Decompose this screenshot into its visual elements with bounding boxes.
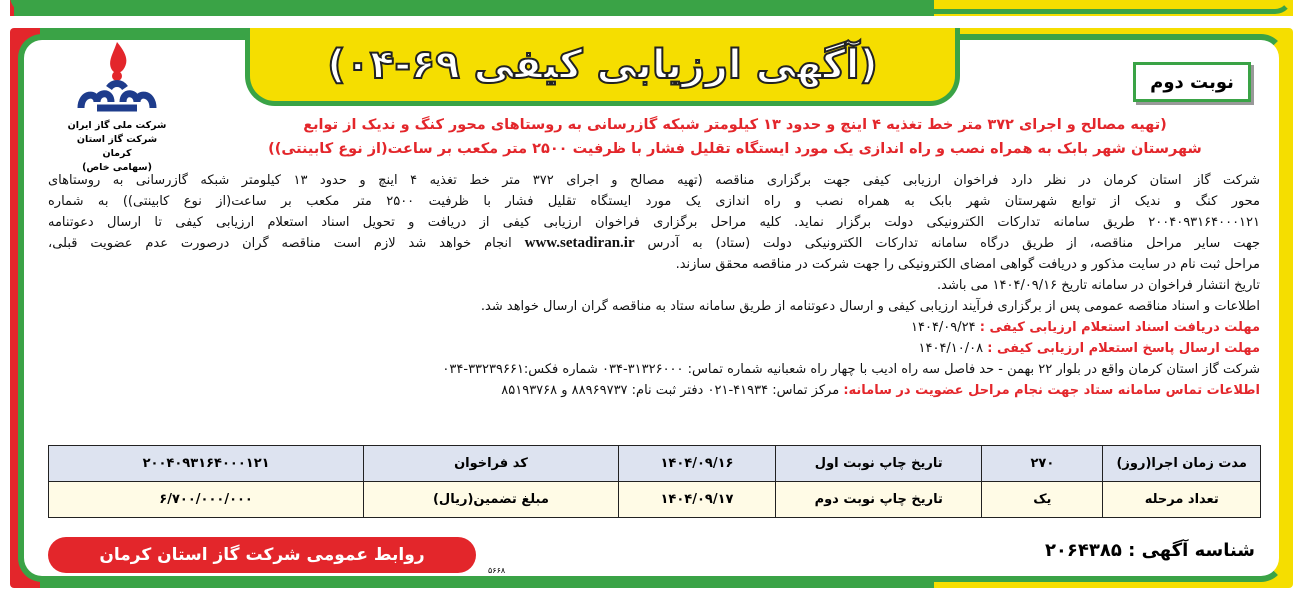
logo-text-2: شرکت گاز استان کرمان (76, 134, 158, 159)
response-deadline (48, 338, 1260, 359)
public-relations-label: روابط عمومی شرکت گاز استان کرمان (48, 537, 476, 573)
table-cell: ۱۴۰۴/۰۹/۱۷ (618, 482, 776, 518)
logo-text-3: (سهامی خاص) (82, 162, 152, 173)
contact-line: شرکت گاز استان کرمان واقع در بلوار ۲۲ بهمن - حد فاصل سه راه ادیب با چهار راه شعبانیه شماره تماس: ۳۱۳۲۶۰۰۰-۰۳۴ شماره فکس:۳۳۲۳۹۶۶۱-۰۳۴ (442, 362, 1260, 377)
setadiran-link[interactable]: www.setadiran.ir (524, 235, 635, 251)
body-text: جهت سایر مراحل مناقصه، از طریق درگاه سامانه تدارکات الکترونیکی دولت (ستاد) به آدرس (647, 236, 1261, 251)
flame-logo-icon (67, 40, 167, 115)
deadline-label: مهلت دریافت اسناد استعلام ارزیابی کیفی : (979, 320, 1260, 335)
setad-contact-value: مرکز تماس: ۴۱۹۳۴-۰۲۱ دفتر ثبت نام: ۸۸۹۶۹۷۳۷ و ۸۵۱۹۳۷۶۸ (501, 383, 840, 398)
table-row (49, 482, 1261, 518)
body-line: تاریخ انتشار فراخوان در سامانه تاریخ ۱۴۰۴/۰۹/۱۶ می باشد. (937, 278, 1260, 293)
table-row (49, 446, 1261, 482)
subtitle-line-2: شهرستان شهر بابک به همراه نصب و راه اندازی یک مورد ایستگاه تقلیل فشار با ظرفیت ۲۵۰۰ متر مکعب بر ساعت(از نوع کابینتی)) (268, 141, 1202, 157)
ad-body (48, 170, 1260, 401)
title-banner (245, 28, 960, 106)
table-cell: تعداد مرحله (1103, 482, 1261, 518)
company-logo (62, 40, 172, 175)
docs-deadline (48, 317, 1260, 338)
deadline-value: ۱۴۰۴/۰۹/۲۴ (911, 320, 976, 335)
table-cell: تاریخ چاپ نوبت دوم (776, 482, 982, 518)
print-code: ۵۶۶۸ (488, 566, 506, 575)
table-cell: مبلغ تضمین(ریال) (364, 482, 619, 518)
body-line (48, 233, 1260, 254)
second-print-badge: نوبت دوم (1133, 62, 1251, 102)
table-cell: ۶/۷۰۰/۰۰۰/۰۰۰ (49, 482, 364, 518)
ad-id: شناسه آگهی : ۲۰۶۴۳۸۵ (1044, 540, 1255, 561)
table-cell: تاریخ چاپ نوبت اول (776, 446, 982, 482)
table-cell: ۱۴۰۴/۰۹/۱۶ (618, 446, 776, 482)
previous-ad-frame (10, 0, 1293, 14)
table-cell: ۲۷۰ (982, 446, 1103, 482)
table-cell: مدت زمان اجرا(روز) (1103, 446, 1261, 482)
table-cell: کد فراخوان (364, 446, 619, 482)
logo-text-1: شرکت ملی گاز ایران (67, 120, 167, 131)
body-line: ۲۰۰۴۰۹۳۱۶۴۰۰۰۱۲۱ طریق سامانه تدارکات الکترونیکی دولت برگزار نماید. کلیه مراحل برگزاری فراخوان ارزیابی کیفی از دریافت و تحویل اسناد استعلام ارزیابی کیفی تا ارسال دعوتنامه (48, 215, 1260, 230)
subtitle-line-1: (تهیه مصالح و اجرای ۳۷۲ متر خط تغذیه ۴ اینچ و حدود ۱۳ کیلومتر شبکه گازرسانی به روستاهای محور کنگ و ندیک از توابع (303, 117, 1167, 133)
table-cell: ۲۰۰۴۰۹۳۱۶۴۰۰۰۱۲۱ (49, 446, 364, 482)
body-line: شرکت گاز استان کرمان در نظر دارد فراخوان ارزیابی کیفی جهت برگزاری مناقصه (تهیه مصالح و اجرای ۳۷۲ متر خط تغذیه ۴ اینچ و حدود ۱۳ کیلومتر شبکه گازرسانی به روستاهای (48, 173, 1261, 188)
body-text: انجام خواهد شد لازم است مناقصه گران درصورت عدم عضویت قبلی، (48, 236, 512, 251)
body-line: اطلاعات و اسناد مناقصه عمومی پس از برگزاری فرآیند ارزیابی کیفی و ارسال دعوتنامه از طریق سامانه ستاد به مناقصه گران ارسال خواهد شد. (480, 299, 1260, 314)
tender-info-table (48, 445, 1261, 518)
body-line: مراحل ثبت نام در سایت مذکور و دریافت گواهی امضای الکترونیکی را جهت شرکت در مناقصه محقق سازند. (675, 257, 1260, 272)
ad-title: (آگهی ارزیابی کیفی ۶۹-۰۴) (327, 41, 878, 88)
setad-contact-label: اطلاعات تماس سامانه ستاد جهت نجام مراحل عضویت در سامانه: (843, 383, 1260, 398)
deadline-label: مهلت ارسال پاسخ استعلام ارزیابی کیفی : (987, 341, 1260, 356)
setad-contact-line (48, 380, 1260, 401)
table-cell: یک (982, 482, 1103, 518)
deadline-value: ۱۴۰۴/۱۰/۰۸ (918, 341, 984, 356)
body-line: محور کنگ و ندیک از توابع شهرستان شهر بابک به همراه نصب و راه اندازی یک مورد ایستگاه تقلیل فشار با ظرفیت ۲۵۰۰ متر مکعب بر ساعت(از نوع کابینتی)) به شماره (48, 194, 1261, 209)
